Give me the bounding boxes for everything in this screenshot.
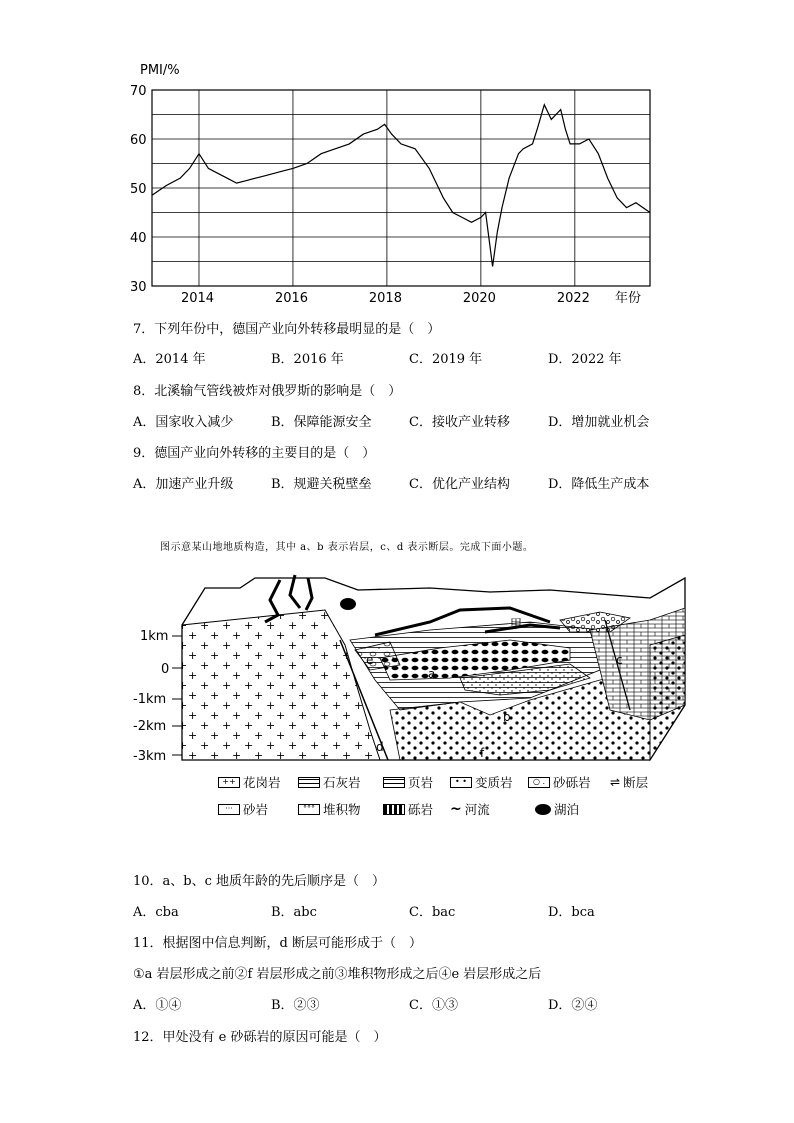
y-tick-label: 50 (130, 182, 147, 197)
label-b: b (503, 710, 511, 724)
x-tick-label: 2016 (274, 291, 309, 306)
legend-sandstone: ··· 砂岩 (218, 800, 268, 818)
q10-option-c: C．bac (409, 905, 456, 920)
question-11-statements: ①a 岩层形成之前②f 岩层形成之前③堆积物形成之后④e 岩层形成之后 (133, 967, 542, 982)
q9-option-b: B．规避关税壁垒 (271, 477, 372, 492)
question-11: 11．根据图中信息判断，d 断层可能形成于（ ） (133, 936, 422, 951)
question-12: 12．甲处没有 e 砂砾岩的原因可能是（ ） (133, 1030, 387, 1045)
x-axis-label: 年份 (615, 291, 642, 306)
q7-option-b: B．2016 年 (271, 352, 344, 367)
q11-option-d: D．②④ (548, 998, 598, 1013)
q8-option-c: C．接收产业转移 (409, 415, 510, 430)
depth-label-minus3: -3km (133, 749, 167, 764)
question-10: 10．a、b、c 地质年龄的先后顺序是（ ） (133, 874, 386, 889)
depth-label-minus2: -2km (133, 719, 167, 734)
limestone-swatch-icon (298, 777, 320, 788)
q7-option-a: A．2014 年 (133, 352, 206, 367)
q11-option-b: B．②③ (271, 998, 320, 1013)
q8-option-b: B．保障能源安全 (271, 415, 372, 430)
x-tick-label: 2020 (462, 291, 496, 306)
shale-swatch-icon (383, 777, 405, 788)
legend-fault: ⇌ 断层 (610, 775, 649, 790)
q8-option-a: A．国家收入减少 (133, 415, 234, 430)
q11-option-a: A．①④ (133, 998, 182, 1013)
question-8: 8．北溪输气管线被炸对俄罗斯的影响是（ ） (133, 384, 402, 399)
label-d: d (376, 740, 384, 754)
q9-option-d: D．降低生产成本 (548, 477, 650, 492)
label-c: c (616, 653, 623, 667)
q10-option-b: B．abc (271, 905, 317, 920)
pmi-line (152, 105, 650, 267)
sandstone-swatch-icon: ··· (218, 804, 240, 815)
depth-label-minus1: -1km (133, 692, 167, 707)
metamorphic-swatch-icon: • • (450, 777, 472, 788)
y-tick-label: 30 (130, 280, 147, 295)
conglomerate-swatch-icon (383, 804, 405, 815)
question-7: 7．下列年份中，德国产业向外转移最明显的是（ ） (133, 322, 441, 337)
label-a: a (428, 667, 436, 681)
sand-gravel-swatch-icon: ○ . (528, 777, 550, 788)
pmi-chart-svg (120, 58, 665, 308)
x-tick-label: 2022 (556, 291, 590, 306)
depth-label-0: 0 (161, 662, 170, 677)
metamorphic-right (650, 635, 685, 760)
y-tick-label: 40 (130, 231, 147, 246)
legend-river: ~ 河流 (450, 801, 490, 817)
figure-caption: 图示意某山地地质构造，其中 a、b 表示岩层，c、d 表示断层。完成下面小题。 (160, 542, 534, 553)
label-f: f (480, 746, 485, 760)
x-tick-label: 2018 (368, 291, 402, 306)
legend-deposit: °°° 堆积物 (298, 800, 361, 818)
legend-lake: 湖泊 (535, 800, 579, 818)
question-9: 9．德国产业向外转移的主要目的是（ ） (133, 446, 376, 461)
y-tick-label: 60 (130, 133, 147, 148)
lake-icon (535, 804, 551, 815)
y-axis-label: PMI/% (140, 63, 180, 78)
pmi-chart (120, 58, 665, 308)
fault-icon: ⇌ (610, 775, 621, 789)
label-e: e (366, 653, 374, 667)
x-tick-label: 2014 (180, 291, 215, 306)
depth-label-1km: 1km (140, 629, 169, 644)
deposit-swatch-icon: °°° (298, 804, 320, 815)
q10-option-a: A．cba (133, 905, 179, 920)
q7-option-c: C．2019 年 (409, 352, 483, 367)
granite-swatch-icon: ++ (218, 777, 240, 788)
legend-metamorphic: • • 变质岩 (450, 773, 513, 791)
river-icon: ~ (450, 801, 462, 817)
legend-conglomerate: 砾岩 (383, 800, 433, 818)
lake (340, 598, 356, 610)
q10-option-d: D．bca (548, 905, 595, 920)
q9-option-a: A．加速产业升级 (133, 477, 234, 492)
legend-sand-gravel: ○ . 砂砾岩 (528, 773, 591, 791)
q8-option-d: D．增加就业机会 (548, 415, 650, 430)
q7-option-d: D．2022 年 (548, 352, 622, 367)
q9-option-c: C．优化产业结构 (409, 477, 510, 492)
legend-granite: ++ 花岗岩 (218, 773, 281, 791)
legend-limestone: 石灰岩 (298, 773, 361, 791)
legend-shale: 页岩 (383, 773, 433, 791)
q11-option-c: C．①③ (409, 998, 458, 1013)
label-jia: 甲 (510, 617, 523, 631)
y-tick-label: 70 (130, 84, 147, 99)
